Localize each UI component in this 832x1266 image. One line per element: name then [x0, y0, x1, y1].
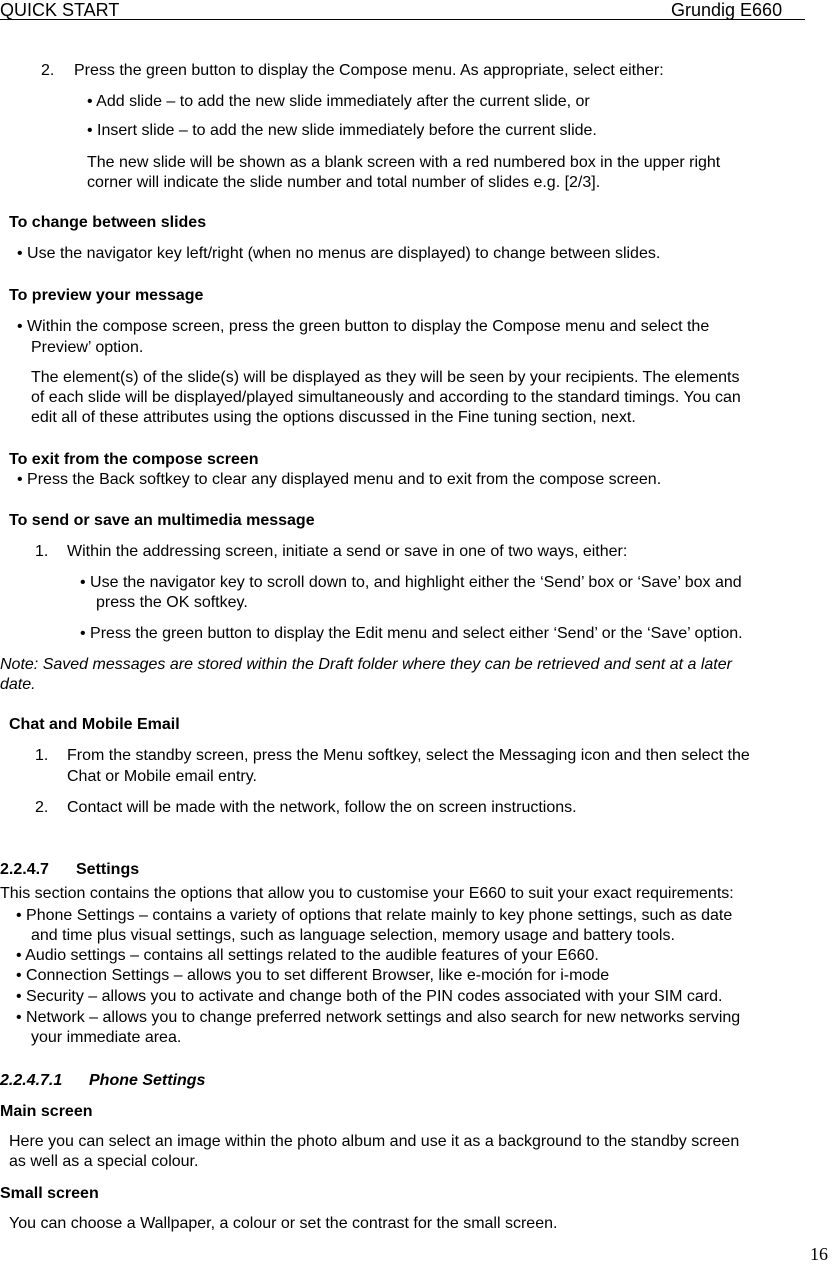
note-line: date. — [0, 676, 36, 693]
list-number: 1. — [35, 747, 49, 764]
section-number: 2.2.4.7 — [0, 861, 49, 878]
bullet-add-slide: • Add slide – to add the new slide immediately after the current slide, or — [87, 93, 590, 110]
section-heading-exit-compose: To exit from the compose screen — [9, 451, 259, 468]
subsection-title-phone-settings: Phone Settings — [89, 1072, 206, 1089]
main-screen-line: Here you can select an image within the photo album and use it as a background to the standby screen — [9, 1133, 740, 1150]
chat-step-line: Contact will be made with the network, follow the on screen instructions. — [67, 799, 577, 816]
preview-paragraph-line: edit all of these attributes using the options discussed in the Fine tuning section, next. — [31, 409, 636, 426]
settings-bullet-line: your immediate area. — [31, 1029, 182, 1046]
change-slides-bullet: • Use the navigator key left/right (when no menus are displayed) to change between slides. — [17, 245, 661, 262]
note-line: Note: Saved messages are stored within the Draft folder where they can be retrieved and sent at a later — [0, 656, 732, 673]
section-heading-send-save: To send or save an multimedia message — [9, 512, 315, 529]
preview-paragraph-line: of each slide will be displayed/played simultaneously and according to the standard timings. You can — [31, 389, 741, 406]
send-save-bullet-line: press the OK softkey. — [96, 594, 248, 611]
compose-note-line: The new slide will be shown as a blank screen with a red numbered box in the upper right — [87, 154, 721, 171]
bullet-insert-slide: • Insert slide – to add the new slide immediately before the current slide. — [87, 122, 597, 139]
preview-bullet-line: • Within the compose screen, press the green button to display the Compose menu and select the — [17, 318, 710, 335]
settings-bullet-line: • Network – allows you to change preferred network settings and also search for new networks serving — [16, 1009, 741, 1026]
compose-step-text: Press the green button to display the Compose menu. As appropriate, select either: — [74, 62, 664, 79]
main-screen-line: as well as a special colour. — [9, 1153, 199, 1170]
chat-step-line: Chat or Mobile email entry. — [67, 768, 257, 785]
send-save-bullet-line: • Use the navigator key to scroll down to, and highlight either the ‘Send’ box or ‘Save’ box and — [80, 574, 742, 591]
header-title: QUICK START — [0, 0, 120, 20]
preview-bullet-line: Preview’ option. — [31, 339, 144, 356]
page-number: 16 — [810, 1244, 828, 1264]
send-save-bullet-line: • Press the green button to display the Edit menu and select either ‘Send’ or the ‘Save’ option. — [80, 625, 743, 642]
header-product: Grundig E660 — [671, 0, 783, 20]
settings-bullet-line: • Connection Settings – allows you to set different Browser, like e-moción for i-mode — [16, 967, 610, 984]
settings-intro: This section contains the options that allow you to customise your E660 to suit your exact requirements: — [0, 885, 734, 902]
section-heading-preview: To preview your message — [9, 287, 204, 304]
chat-step-line: From the standby screen, press the Menu softkey, select the Messaging icon and then select the — [67, 747, 750, 764]
section-heading-chat-email: Chat and Mobile Email — [9, 716, 180, 733]
send-save-step-text: Within the addressing screen, initiate a send or save in one of two ways, either: — [67, 543, 628, 560]
subheading-small-screen: Small screen — [0, 1185, 99, 1202]
list-number: 1. — [35, 543, 49, 560]
preview-paragraph-line: The element(s) of the slide(s) will be displayed as they will be seen by your recipients. The elements — [31, 369, 740, 386]
compose-note-line: corner will indicate the slide number and total number of slides e.g. [2/3]. — [87, 174, 601, 191]
settings-bullet-line: • Security – allows you to activate and change both of the PIN codes associated with your SIM card. — [16, 988, 723, 1005]
section-title-settings: Settings — [76, 861, 140, 878]
section-heading-change-slides: To change between slides — [9, 214, 207, 231]
list-number: 2. — [35, 799, 49, 816]
subsection-number: 2.2.4.7.1 — [0, 1072, 63, 1089]
subheading-main-screen: Main screen — [0, 1103, 93, 1120]
settings-bullet-line: • Audio settings – contains all settings related to the audible features of your E660. — [16, 947, 599, 964]
list-number: 2. — [41, 62, 55, 79]
settings-bullet-line: and time plus visual settings, such as language selection, memory usage and battery tools. — [31, 927, 675, 944]
small-screen-text: You can choose a Wallpaper, a colour or set the contrast for the small screen. — [9, 1215, 558, 1232]
header-rule — [0, 19, 805, 20]
exit-compose-bullet: • Press the Back softkey to clear any displayed menu and to exit from the compose screen. — [17, 471, 662, 488]
settings-bullet-line: • Phone Settings – contains a variety of options that relate mainly to key phone settings, such as date — [16, 907, 733, 924]
